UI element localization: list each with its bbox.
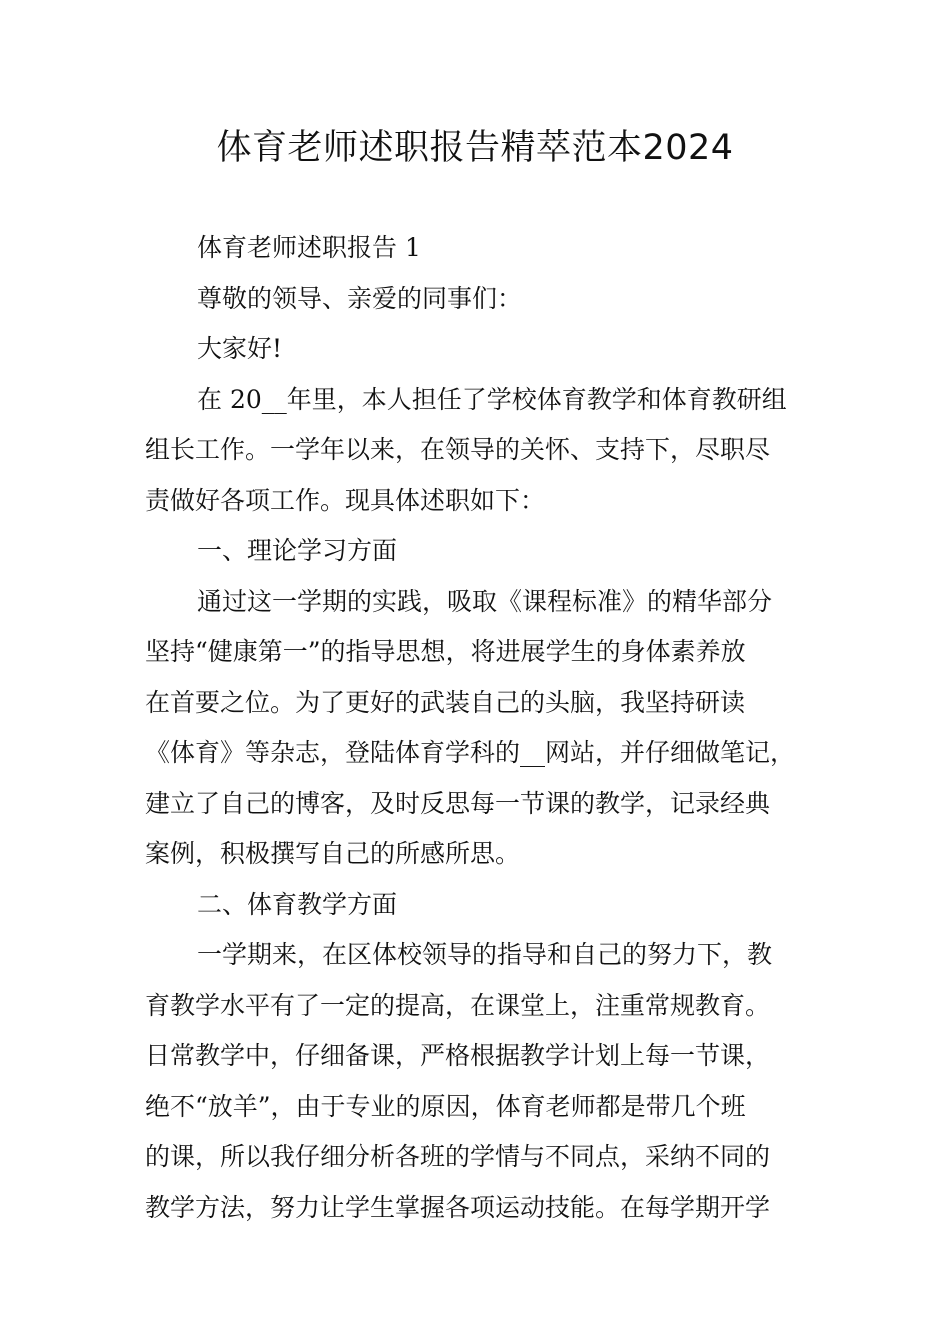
paragraph-line: 在首要之位。为了更好的武装自己的头脑，我坚持研读: [145, 687, 746, 717]
paragraph-line: 组长工作。一学年以来，在领导的关怀、支持下，尽职尽: [145, 435, 771, 464]
paragraph-line: 育教学水平有了一定的提高，在课堂上，注重常规教育。: [145, 990, 771, 1020]
paragraph-line: 绝不“放羊”，由于专业的原因，体育老师都是带几个班: [145, 1091, 746, 1121]
paragraph-line: 教学方法，努力让学生掌握各项运动技能。在每学期开学: [145, 1192, 771, 1222]
paragraph-line: 坚持“健康第一”的指导思想，将进展学生的身体素养放: [145, 637, 746, 666]
section-heading: 一、理论学习方面: [197, 536, 398, 565]
paragraph-line: 通过这一学期的实践，吸取《课程标准》的精华部分: [197, 586, 773, 616]
paragraph-line: 案例，积极撰写自己的所感所思。: [145, 839, 521, 868]
section-heading: 二、体育教学方面: [197, 889, 398, 919]
paragraph-line: 在 20__年里，本人担任了学校体育教学和体育教研组: [197, 384, 787, 414]
paragraph-line: 《体育》等杂志，登陆体育学科的__网站，并仔细做笔记，: [145, 738, 796, 767]
paragraph-line: 日常教学中，仔细备课，严格根据教学计划上每一节课，: [145, 1041, 771, 1070]
paragraph-line: 的课，所以我仔细分析各班的学情与不同点，采纳不同的: [145, 1142, 771, 1171]
document-body: [145, 223, 815, 1233]
paragraph-line: 一学期来，在区体校领导的指导和自己的努力下，教: [197, 940, 773, 969]
paragraph-line: 责做好各项工作。现具体述职如下：: [145, 485, 546, 515]
paragraph-line: 尊敬的领导、亲爱的同事们：: [197, 283, 523, 313]
paragraph-line: 建立了自己的博客，及时反思每一节课的教学，记录经典: [145, 788, 771, 818]
paragraph-line: 体育老师述职报告 1: [197, 233, 421, 262]
paragraph-line: 大家好!: [197, 334, 283, 363]
document-title: 体育老师述职报告精萃范本2024: [216, 128, 734, 168]
